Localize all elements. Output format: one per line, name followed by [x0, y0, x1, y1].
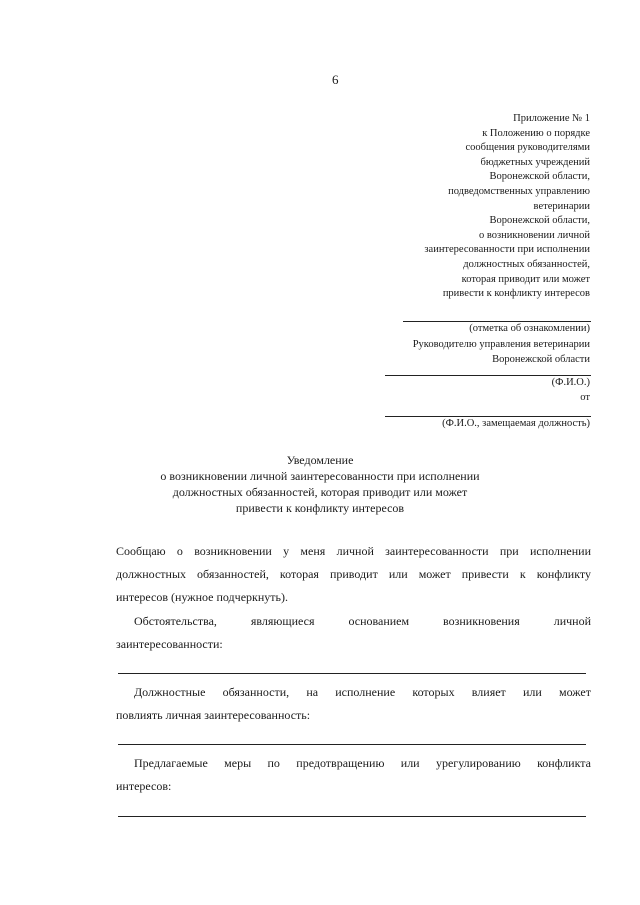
- p1-line: Сообщаю о возникновении у меня личной заинтересованности при исполнении: [116, 544, 591, 558]
- from-mark: от: [580, 392, 590, 403]
- p1-line: интересов (нужное подчеркнуть).: [116, 590, 288, 604]
- appendix-line: которая приводит или может: [461, 273, 590, 285]
- title-line: о возникновении личной заинтересованности при исполнении: [160, 469, 480, 483]
- duties-answer-line[interactable]: [118, 744, 586, 745]
- addressee-to-line1: Руководителю управления ветеринарии: [412, 339, 590, 350]
- page-number: 6: [332, 72, 339, 87]
- title-line: Уведомление: [286, 453, 354, 467]
- fio-caption: (Ф.И.О.): [551, 377, 590, 388]
- measures-answer-line[interactable]: [118, 816, 586, 817]
- title-line: привести к конфликту интересов: [235, 501, 405, 515]
- appendix-line: заинтересованности при исполнении: [424, 244, 590, 256]
- appendix-line: о возникновении личной: [478, 229, 590, 241]
- circumstances-answer-line[interactable]: [118, 673, 586, 674]
- appendix-line: ветеринарии: [533, 200, 590, 212]
- appendix-line: Воронежской области,: [489, 215, 590, 227]
- p3-line: Должностные обязанности, на исполнение которых влияет или может: [134, 685, 591, 699]
- appendix-line: должностных обязанностей,: [463, 258, 590, 270]
- addressee-to-line2: Воронежской области: [492, 354, 590, 365]
- appendix-line: Приложение № 1: [513, 113, 590, 124]
- p3-line: повлиять личная заинтересованность:: [116, 708, 311, 722]
- p4-line: Предлагаемые меры по предотвращению или урегулированию конфликта: [134, 756, 591, 770]
- appendix-header: [350, 112, 590, 302]
- p2-line: заинтересованности:: [116, 637, 223, 651]
- appendix-line: бюджетных учреждений: [480, 156, 590, 168]
- head-fio-line[interactable]: [385, 375, 591, 376]
- title-line: должностных обязанностей, которая приводит или может: [172, 485, 468, 499]
- appendix-line: подведомственных управлению: [448, 185, 590, 197]
- p2-line: Обстоятельства, являющиеся основанием возникновения личной: [134, 614, 591, 628]
- appendix-line: сообщения руководителями: [465, 142, 590, 154]
- notice-title: [0, 452, 640, 516]
- fio-position-caption: (Ф.И.О., замещаемая должность): [442, 418, 590, 429]
- p4-line: интересов:: [116, 779, 172, 793]
- appendix-line: Воронежской области,: [489, 171, 590, 183]
- ack-caption: (отметка об ознакомлении): [469, 323, 590, 334]
- p1-line: должностных обязанностей, которая приводит или может привести к конфликту: [116, 567, 591, 581]
- sender-fio-line[interactable]: [385, 416, 591, 417]
- appendix-line: к Положению о порядке: [482, 127, 590, 139]
- ack-signature-line[interactable]: [403, 321, 591, 322]
- appendix-line: привести к конфликту интересов: [442, 288, 590, 300]
